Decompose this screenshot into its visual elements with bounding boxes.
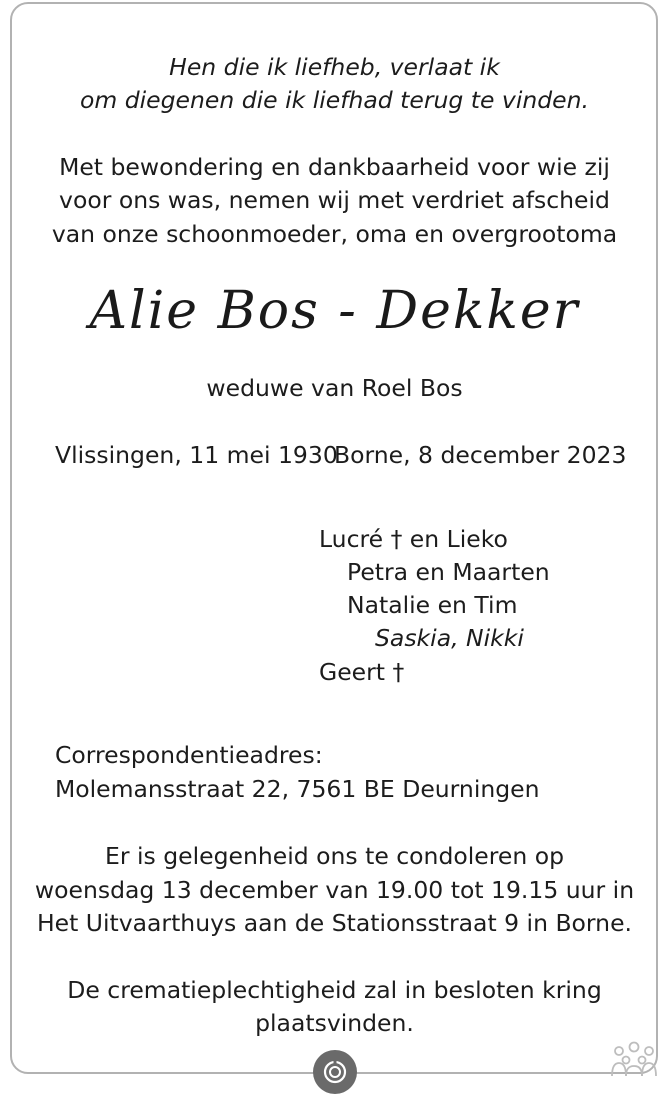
family-line-2: Petra en Maarten [347,558,550,586]
condolence-line-2: woensdag 13 december van 19.00 tot 19.15 uur in [34,876,635,904]
condolence-line-1: Er is gelegenheid ons te condoleren op [105,842,564,870]
birth-place-date: Vlissingen, 11 mei 1930 [55,441,338,469]
cremation-line-1: De crematieplechtigheid zal in besloten kring [67,976,602,1004]
condolence-line-3: Het Uitvaarthuys aan de Stationsstraat 9 in Borne. [36,909,633,937]
family-line-4: Saskia, Nikki [375,624,524,652]
death-place-date: Borne, 8 december 2023 [334,441,627,469]
intro-line-2: voor ons was, nemen wij met verdriet afscheid [59,186,610,214]
family-line-1: Lucré † en Lieko [319,525,508,553]
intro-line-3: van onze schoonmoeder, oma en overgrootoma [51,220,618,248]
widow-of: weduwe van Roel Bos [206,374,463,402]
motto-line-2: om diegenen die ik liefhad terug te vinden. [79,86,589,114]
correspondence-label: Correspondentieadres: [55,741,323,769]
family-line-5: Geert † [319,658,405,686]
family-line-3: Natalie en Tim [347,591,518,619]
circle-logo-glyph [322,1059,348,1085]
cremation-line-2: plaatsvinden. [255,1009,414,1037]
people-group-icon [609,1038,659,1082]
intro-line-1: Met bewondering en dankbaarheid voor wie zij [59,153,610,181]
motto-line-1: Hen die ik liefheb, verlaat ik [169,53,500,81]
circle-logo-icon[interactable] [313,1050,357,1094]
deceased-name: Alie Bos - Dekker [89,281,580,341]
correspondence-address: Molemansstraat 22, 7561 BE Deurningen [55,775,540,803]
